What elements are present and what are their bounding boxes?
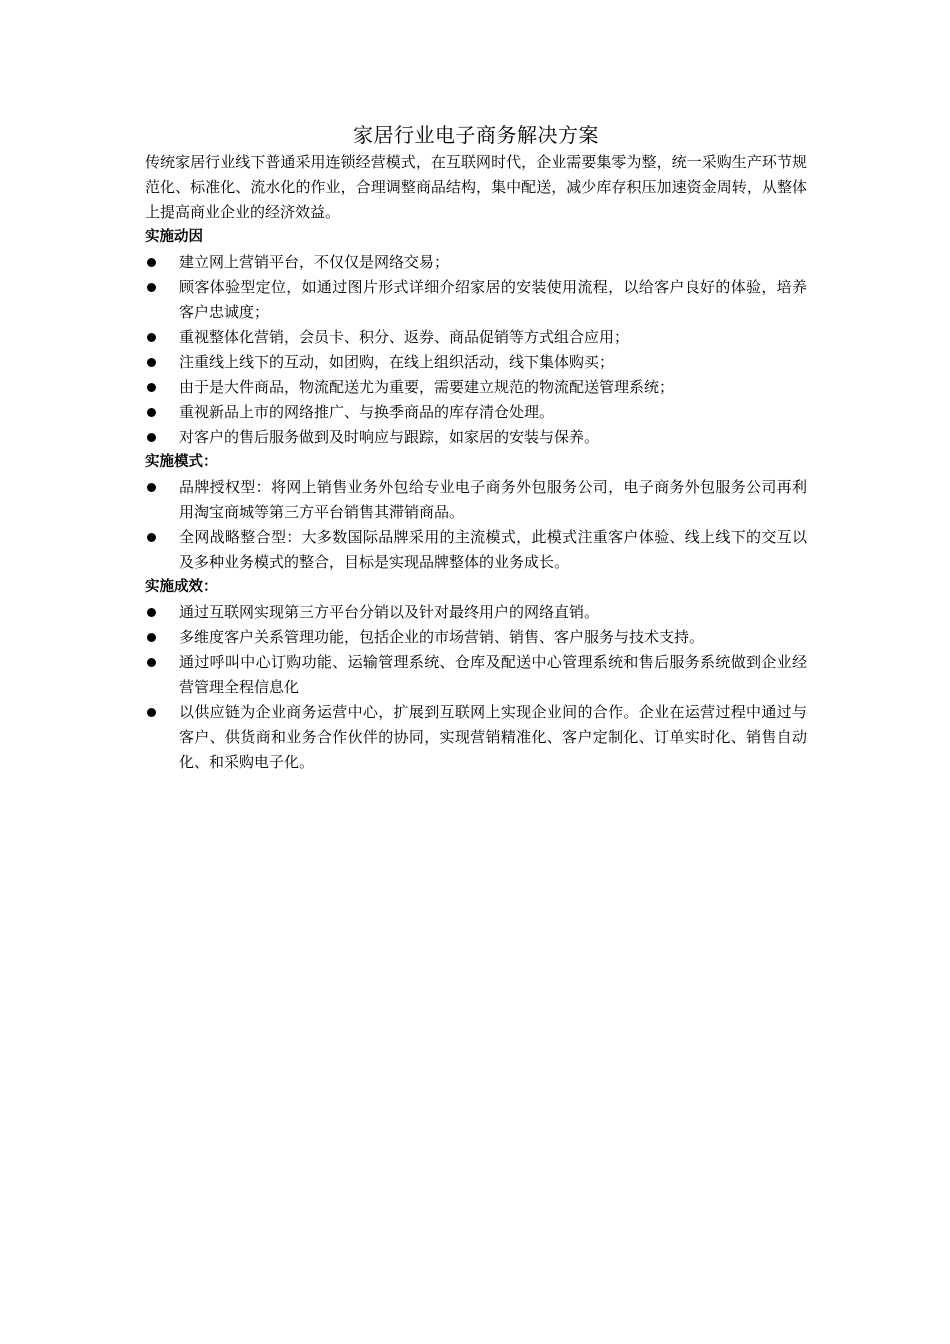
list-item — [145, 275, 807, 325]
section-models — [145, 450, 807, 575]
document-title: 家居行业电子商务解决方案 — [353, 123, 599, 147]
section-heading: 实施动因 — [145, 229, 203, 245]
list-item-text: 通过互联网实现第三方平台分销以及针对最终用户的网络直销。 — [179, 603, 600, 621]
list-item — [145, 350, 807, 375]
section-drivers — [145, 225, 807, 450]
bullet-icon — [147, 708, 156, 717]
list-item-text: 通过呼叫中心订购功能、运输管理系统、仓库及配送中心管理系统和售后服务系统做到企业经营管理全程信息化 — [179, 653, 807, 696]
list-item — [145, 425, 807, 450]
list-item — [145, 250, 807, 275]
bullet-icon — [147, 258, 156, 267]
list-item-text: 注重线上线下的互动，如团购，在线上组织活动，线下集体购买； — [179, 353, 615, 371]
list-item-text: 重视整体化营销，会员卡、积分、返券、商品促销等方式组合应用； — [179, 328, 630, 346]
list-item-text: 对客户的售后服务做到及时响应与跟踪，如家居的安装与保养。 — [179, 428, 600, 446]
bullet-icon — [147, 608, 156, 617]
list-item — [145, 600, 807, 625]
list-item — [145, 375, 807, 400]
list-item-text: 品牌授权型：将网上销售业务外包给专业电子商务外包服务公司，电子商务外包服务公司再利用淘宝商城等第三方平台销售其滞销商品。 — [179, 478, 807, 521]
intro-paragraph: 传统家居行业线下普通采用连锁经营模式，在互联网时代，企业需要集零为整，统一采购生产环节规范化、标准化、流水化的作业，合理调整商品结构，集中配送，减少库存积压加速资金周转，从整体上提高商业企业的经济效益。 — [145, 153, 807, 221]
list-item — [145, 650, 807, 700]
bullet-list — [145, 600, 807, 775]
list-item-text: 多维度客户关系管理功能，包括企业的市场营销、销售、客户服务与技术支持。 — [179, 628, 705, 646]
bullet-icon — [147, 533, 156, 542]
bullet-icon — [147, 358, 156, 367]
list-item-text: 顾客体验型定位，如通过图片形式详细介绍家居的安装使用流程，以给客户良好的体验，培养客户忠诚度； — [179, 278, 807, 321]
list-item-text: 建立网上营销平台，不仅仅是网络交易； — [179, 253, 450, 271]
list-item — [145, 475, 807, 525]
list-item — [145, 700, 807, 775]
bullet-icon — [147, 483, 156, 492]
bullet-icon — [147, 383, 156, 392]
list-item — [145, 325, 807, 350]
list-item-text: 以供应链为企业商务运营中心，扩展到互联网上实现企业间的合作。企业在运营过程中通过与客户、供货商和业务合作伙伴的协同，实现营销精准化、客户定制化、订单实时化、销售自动化、和采购电子化。 — [179, 703, 807, 771]
list-item — [145, 400, 807, 425]
document-page — [145, 120, 807, 775]
list-item-text: 全网战略整合型：大多数国际品牌采用的主流模式，此模式注重客户体验、线上线下的交互以及多种业务模式的整合，目标是实现品牌整体的业务成长。 — [179, 528, 807, 571]
bullet-icon — [147, 283, 156, 292]
list-item-text: 由于是大件商品，物流配送尤为重要，需要建立规范的物流配送管理系统； — [179, 378, 675, 396]
bullet-icon — [147, 433, 156, 442]
section-heading: 实施成效： — [145, 579, 218, 595]
bullet-icon — [147, 658, 156, 667]
section-results — [145, 575, 807, 775]
bullet-list — [145, 250, 807, 450]
section-heading: 实施模式： — [145, 454, 218, 470]
list-item — [145, 525, 807, 575]
bullet-icon — [147, 333, 156, 342]
list-item — [145, 625, 807, 650]
list-item-text: 重视新品上市的网络推广、与换季商品的库存清仓处理。 — [179, 403, 555, 421]
bullet-icon — [147, 633, 156, 642]
bullet-list — [145, 475, 807, 575]
bullet-icon — [147, 408, 156, 417]
